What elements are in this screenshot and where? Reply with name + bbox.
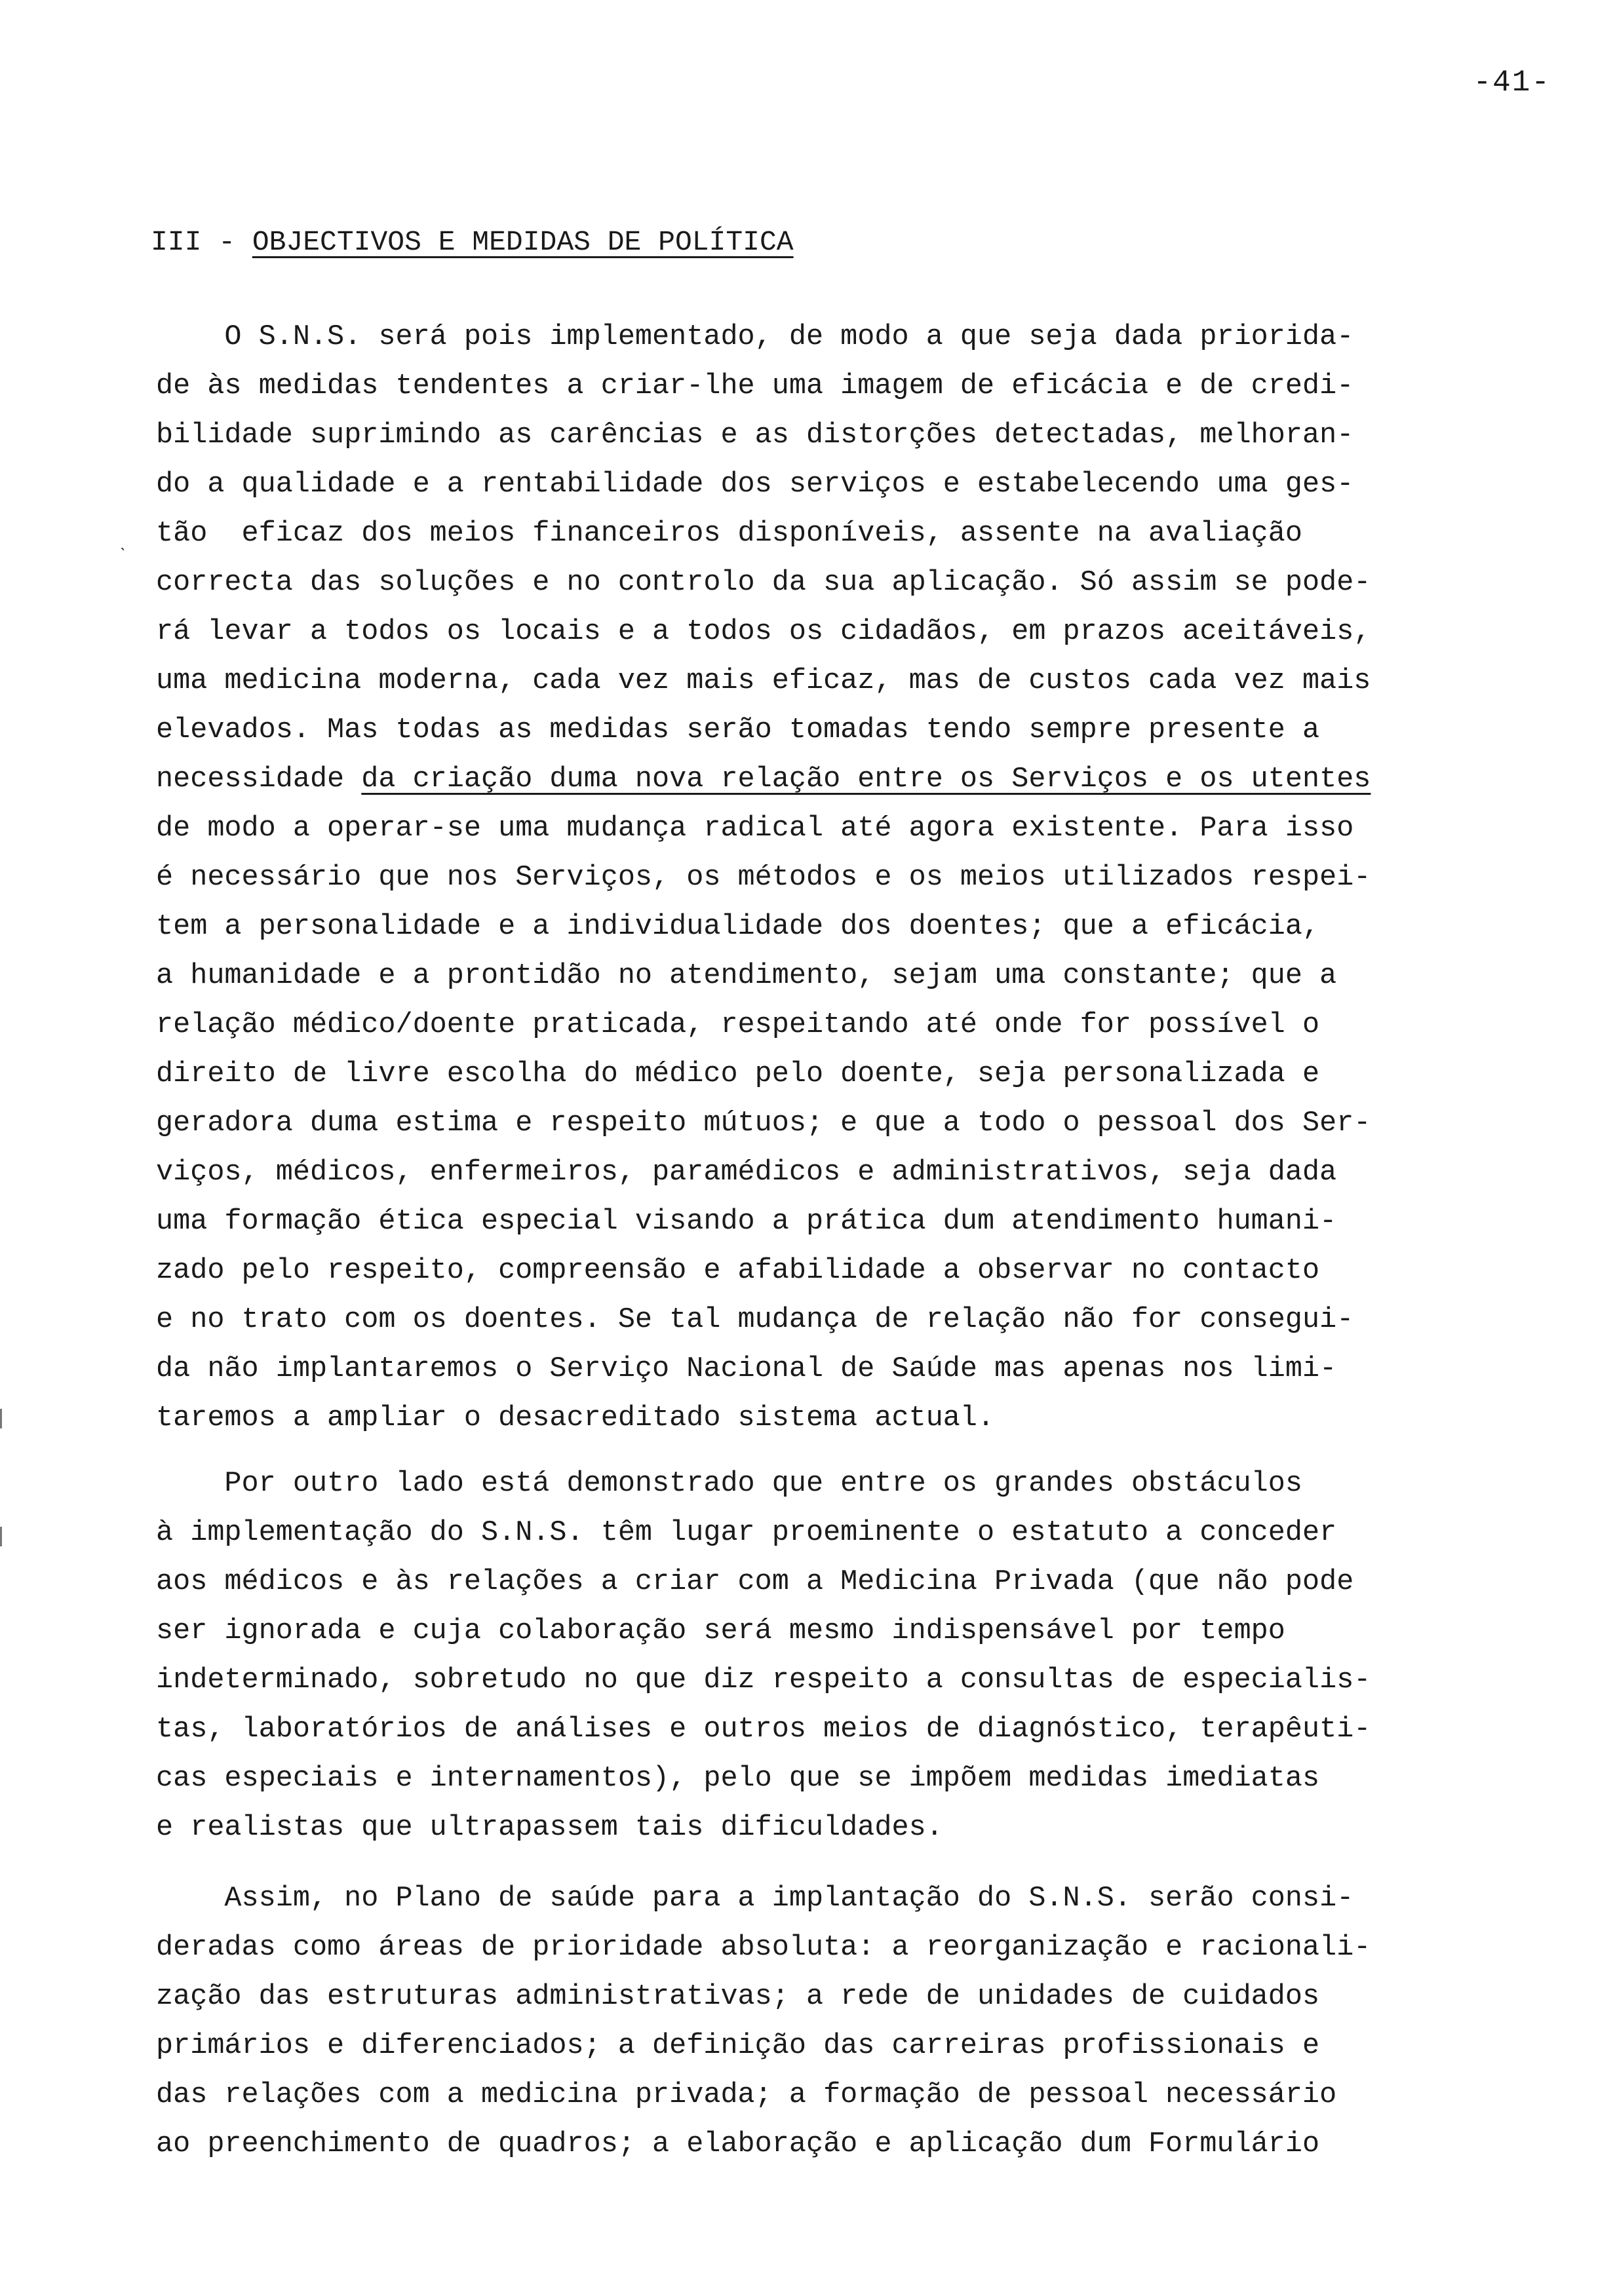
text-line: Por outro lado está demonstrado que entre os grandes obstáculos xyxy=(156,1468,1302,1500)
text-line: cas especiais e internamentos), pelo que se impõem medidas imediatas xyxy=(156,1763,1320,1795)
text-line: a humanidade e a prontidão no atendimento, sejam uma constante; que a xyxy=(156,960,1337,992)
text-line: primários e diferenciados; a definição das carreiras profissionais e xyxy=(156,2030,1320,2062)
text-line: elevados. Mas todas as medidas serão tomadas tendo sempre presente a xyxy=(156,714,1320,746)
text-line: e realistas que ultrapassem tais dificuldades. xyxy=(156,1812,943,1844)
text-line: taremos a ampliar o desacreditado sistema actual. xyxy=(156,1402,995,1434)
text-line: ao preenchimento de quadros; a elaboração e aplicação dum Formulário xyxy=(156,2128,1320,2160)
text-line-prefix: necessidade xyxy=(156,763,362,795)
page-number: -41- xyxy=(1473,66,1551,100)
scan-edge-mark xyxy=(0,1527,2,1546)
text-line: de às medidas tendentes a criar-lhe uma imagem de eficácia e de credi- xyxy=(156,370,1354,402)
text-line: bilidade suprimindo as carências e as distorções detectadas, melhoran- xyxy=(156,419,1354,451)
text-line: e no trato com os doentes. Se tal mudança de relação não for consegui- xyxy=(156,1304,1354,1336)
text-line: aos médicos e às relações a criar com a Medicina Privada (que não pode xyxy=(156,1566,1354,1598)
section-heading xyxy=(151,226,794,258)
text-line: ser ignorada e cuja colaboração será mesmo indispensável por tempo xyxy=(156,1615,1285,1647)
text-line: direito de livre escolha do médico pelo doente, seja personalizada e xyxy=(156,1058,1320,1090)
text-line: rá levar a todos os locais e a todos os cidadãos, em prazos aceitáveis, xyxy=(156,616,1371,648)
text-line: zado pelo respeito, compreensão e afabilidade a observar no contacto xyxy=(156,1255,1320,1287)
text-line: O S.N.S. será pois implementado, de modo a que seja dada priorida- xyxy=(156,321,1354,353)
text-line: uma formação ética especial visando a prática dum atendimento humani- xyxy=(156,1206,1337,1238)
text-line: tem a personalidade e a individualidade dos doentes; que a eficácia, xyxy=(156,911,1320,943)
text-line: tas, laboratórios de análises e outros meios de diagnóstico, terapêuti- xyxy=(156,1713,1371,1746)
text-line: das relações com a medicina privada; a formação de pessoal necessário xyxy=(156,2079,1337,2111)
paragraph-1 xyxy=(156,313,1559,1443)
margin-mark: ˎ xyxy=(117,531,129,553)
text-line-underlined xyxy=(156,755,1559,804)
text-line: à implementação do S.N.S. têm lugar proeminente o estatuto a conceder xyxy=(156,1517,1337,1549)
text-line: indeterminado, sobretudo no que diz respeito a consultas de especialis- xyxy=(156,1664,1371,1696)
paragraph-2 xyxy=(156,1459,1559,1852)
section-numeral: III - xyxy=(151,226,236,258)
text-line: zação das estruturas administrativas; a rede de unidades de cuidados xyxy=(156,1981,1320,2013)
text-line: de modo a operar-se uma mudança radical até agora existente. Para isso xyxy=(156,813,1354,845)
text-line: deradas como áreas de prioridade absoluta: a reorganização e racionali- xyxy=(156,1932,1371,1964)
section-title: OBJECTIVOS E MEDIDAS DE POLÍTICA xyxy=(252,226,794,258)
text-line: da não implantaremos o Serviço Nacional de Saúde mas apenas nos limi- xyxy=(156,1353,1337,1385)
text-line: geradora duma estima e respeito mútuos; e que a todo o pessoal dos Ser- xyxy=(156,1107,1371,1139)
text-line: viços, médicos, enfermeiros, paramédicos e administrativos, seja dada xyxy=(156,1157,1337,1189)
text-line: Assim, no Plano de saúde para a implantação do S.N.S. serão consi- xyxy=(156,1883,1354,1915)
text-line: correcta das soluções e no controlo da sua aplicação. Só assim se pode- xyxy=(156,567,1371,599)
text-line: do a qualidade e a rentabilidade dos serviços e estabelecendo uma ges- xyxy=(156,469,1354,501)
text-line: uma medicina moderna, cada vez mais eficaz, mas de custos cada vez mais xyxy=(156,665,1371,697)
text-line: é necessário que nos Serviços, os métodos e os meios utilizados respei- xyxy=(156,862,1371,894)
underlined-phrase: da criação duma nova relação entre os Serviços e os utentes xyxy=(361,763,1371,795)
text-line: tão eficaz dos meios financeiros disponíveis, assente na avaliação xyxy=(156,518,1302,550)
text-line: relação médico/doente praticada, respeitando até onde for possível o xyxy=(156,1009,1320,1041)
paragraph-3 xyxy=(156,1874,1559,2169)
scan-edge-mark xyxy=(0,1409,2,1428)
